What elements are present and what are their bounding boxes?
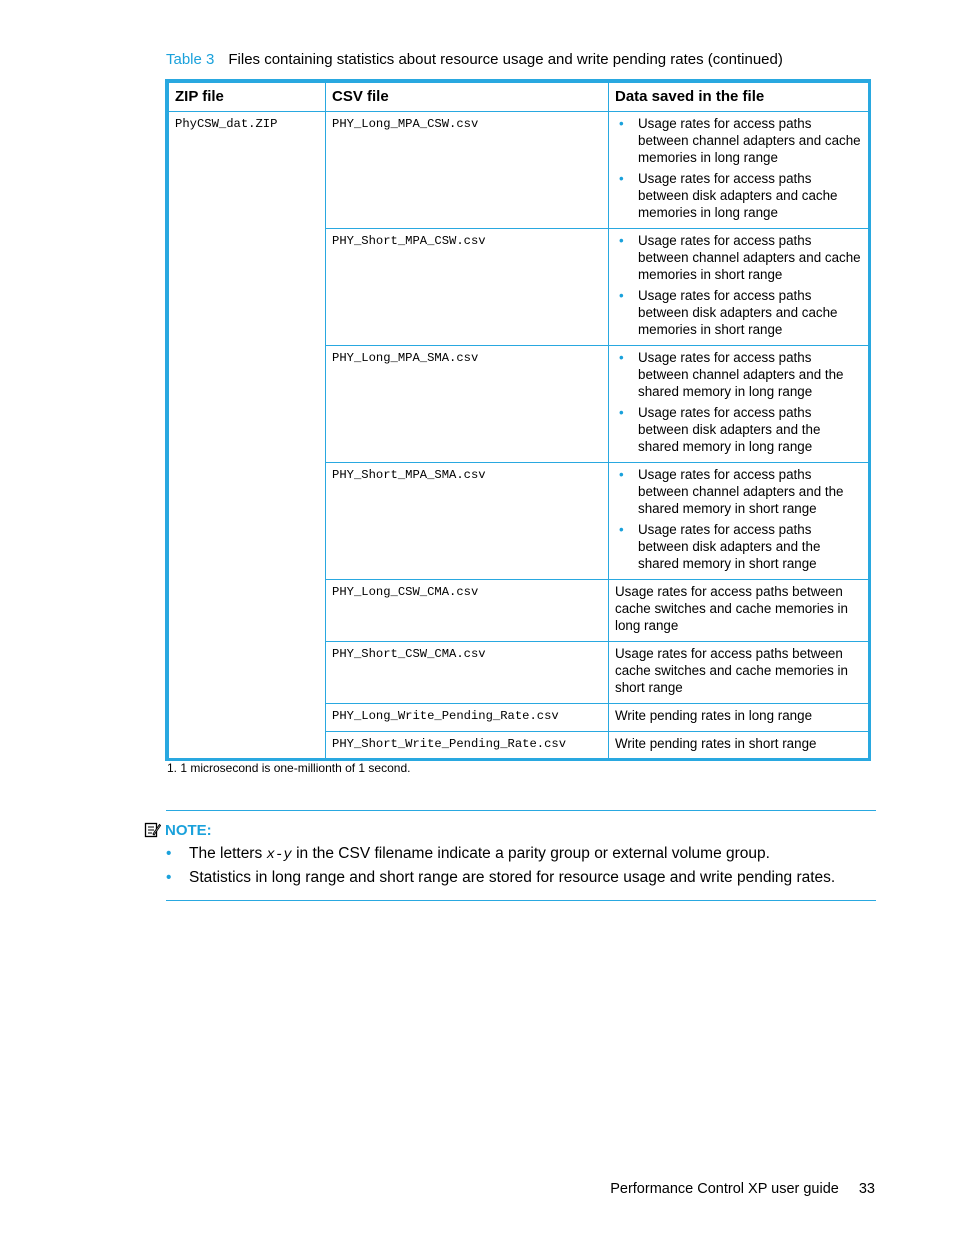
list-item: • Usage rates for access paths between channel adapters and the shared memory in long range [619, 350, 844, 400]
bullet-dot-icon: • [619, 350, 624, 365]
csv-file-cell: PHY_Short_MPA_CSW.csv [326, 229, 609, 346]
list-item: • Usage rates for access paths between disk adapters and cache memories in short range [619, 288, 838, 338]
data-description-cell: Usage rates for access paths between cache switches and cache memories in short range [609, 642, 869, 704]
csv-file-cell: PHY_Long_MPA_CSW.csv [326, 112, 609, 229]
zip-file-cell: PhyCSW_dat.ZIP [169, 112, 326, 760]
table-caption [166, 50, 866, 70]
csv-file-cell: PHY_Long_MPA_SMA.csv [326, 346, 609, 463]
bullet-dot-icon: • [619, 116, 624, 131]
bullet-dot-icon: • [619, 233, 624, 248]
column-header-zip: ZIP file [169, 83, 326, 112]
variable-text: x-y [266, 847, 292, 863]
table-row [169, 112, 869, 229]
list-item: • Usage rates for access paths between disk adapters and the shared memory in short range [619, 522, 821, 572]
csv-file-cell: PHY_Short_MPA_SMA.csv [326, 463, 609, 580]
list-item: • Usage rates for access paths between channel adapters and cache memories in long range [619, 116, 861, 166]
data-description-cell [609, 346, 869, 463]
data-description-cell: Usage rates for access paths between cache switches and cache memories in long range [609, 580, 869, 642]
page-footer [610, 1179, 875, 1199]
statistics-table [165, 79, 871, 761]
note-box [166, 810, 876, 901]
list-item: • Usage rates for access paths between disk adapters and cache memories in long range [619, 171, 838, 221]
column-header-data: Data saved in the file [609, 83, 869, 112]
bullet-dot-icon: • [619, 405, 624, 420]
page-number: 33 [858, 1181, 875, 1197]
data-description-cell [609, 229, 869, 346]
bullet-dot-icon: • [619, 467, 624, 482]
column-header-csv: CSV file [326, 83, 609, 112]
list-item: • Usage rates for access paths between channel adapters and the shared memory in short range [619, 467, 844, 517]
csv-file-cell: PHY_Long_Write_Pending_Rate.csv [326, 704, 609, 732]
note-heading [144, 821, 212, 839]
note-pencil-icon [144, 821, 161, 838]
csv-file-cell: PHY_Long_CSW_CMA.csv [326, 580, 609, 642]
data-description-cell: Write pending rates in short range [609, 732, 869, 760]
bullet-dot-icon: • [619, 522, 624, 537]
bullet-dot-icon: • [619, 171, 624, 186]
csv-file-cell: PHY_Short_CSW_CMA.csv [326, 642, 609, 704]
bullet-dot-icon: • [166, 845, 172, 862]
data-description-cell [609, 112, 869, 229]
guide-title: Performance Control XP user guide [610, 1181, 839, 1197]
data-description-cell [609, 463, 869, 580]
table-title: Files containing statistics about resource usage and write pending rates (continued) [228, 51, 783, 68]
data-description-cell: Write pending rates in long range [609, 704, 869, 732]
bullet-dot-icon: • [166, 868, 172, 886]
note-item: • The letters x-y in the CSV filename indicate a parity group or external volume group. [166, 843, 835, 867]
csv-file-cell: PHY_Short_Write_Pending_Rate.csv [326, 732, 609, 760]
note-label: NOTE: [165, 822, 212, 839]
bullet-dot-icon: • [619, 288, 624, 303]
note-item: • Statistics in long range and short range are stored for resource usage and write pending rates. [166, 867, 835, 890]
table-label: Table 3 [166, 51, 215, 68]
table-footnote: 1. 1 microsecond is one-millionth of 1 second. [167, 761, 411, 775]
table-header-row [169, 83, 869, 112]
list-item: • Usage rates for access paths between channel adapters and cache memories in short range [619, 233, 861, 283]
list-item: • Usage rates for access paths between disk adapters and the shared memory in long range [619, 405, 821, 455]
